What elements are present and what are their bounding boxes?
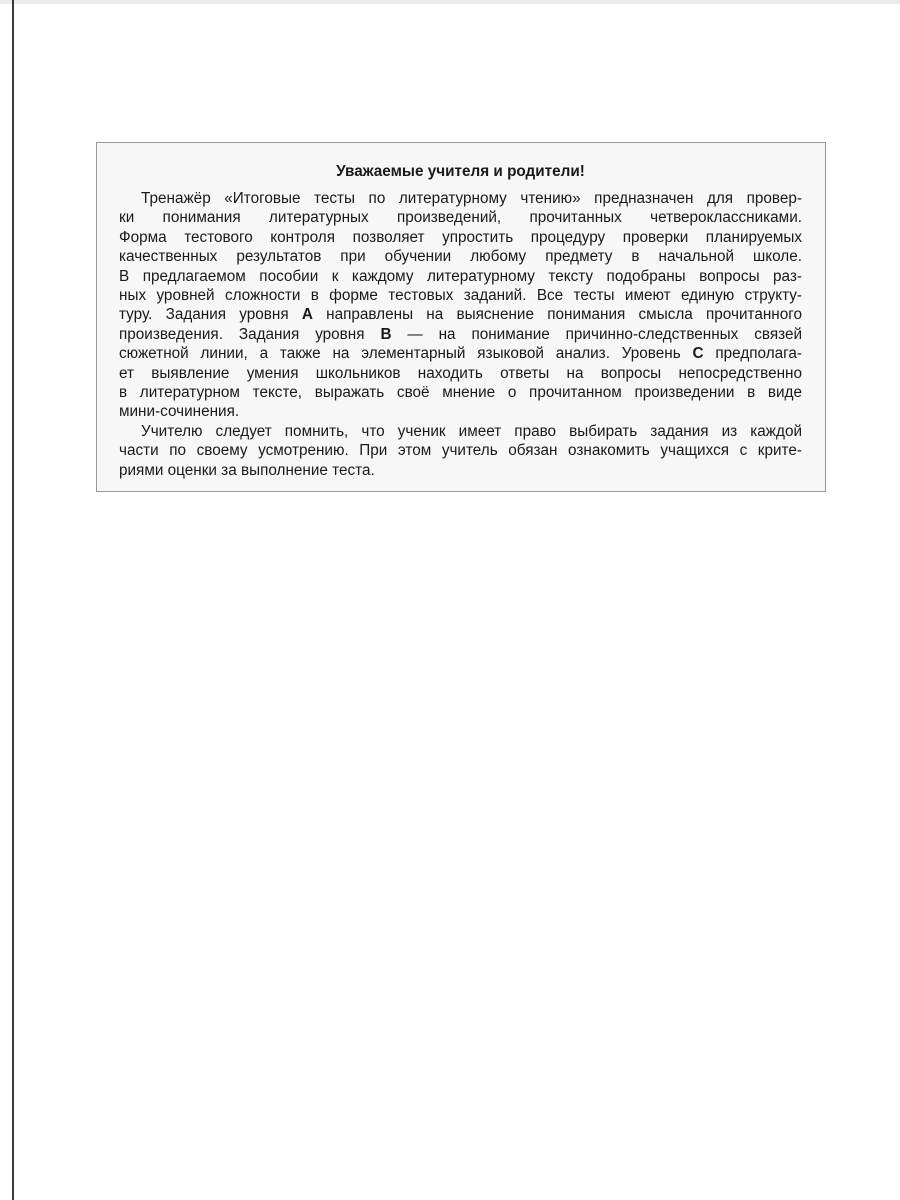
text-line: ки понимания литературных произведений, прочитанных четвероклассниками. <box>119 209 802 227</box>
level-b-label: B <box>380 325 392 343</box>
text-line: В предлагаемом пособии к каждому литературному тексту подобраны вопросы раз- <box>119 267 802 285</box>
top-strip <box>0 0 900 4</box>
text-line: мини-сочинения. <box>119 403 240 421</box>
text-line: ет выявление умения школьников находить ответы на вопросы непосредственно <box>119 364 802 382</box>
level-a-label: A <box>301 306 313 324</box>
text-line: Тренажёр «Итоговые тесты по литературному чтению» предназначен для провер- <box>141 190 802 207</box>
page-edge-line <box>12 0 14 1200</box>
text-line <box>119 305 802 324</box>
text-line: Учителю следует помнить, что ученик имеет право выбирать задания из каждой <box>141 422 802 440</box>
text-line: в литературном тексте, выражать своё мнение о прочитанном произведении в виде <box>119 384 802 402</box>
text-segment: туру. Задания уровня <box>119 306 302 324</box>
text-line <box>119 325 802 344</box>
notice-box <box>96 142 826 492</box>
text-segment: сюжетной линии, а также на элементарный языковой анализ. Уровень <box>119 345 693 363</box>
text-line <box>119 344 802 363</box>
text-segment: произведения. Задания уровня <box>119 325 381 343</box>
level-c-label: C <box>692 345 704 363</box>
text-line: ных уровней сложности в форме тестовых заданий. Все тесты имеют единую структу- <box>119 287 802 305</box>
paragraph-2 <box>119 422 802 480</box>
paragraph-1 <box>119 189 802 422</box>
text-line: качественных результатов при обучении любому предмету в начальной школе. <box>119 248 802 266</box>
text-segment: предполага- <box>703 345 802 363</box>
text-segment: — на понимание причинно-следственных связей <box>391 325 802 343</box>
text-line: части по своему усмотрению. При этом учитель обязан ознакомить учащихся с крите- <box>119 442 802 460</box>
text-segment: направлены на выяснение понимания смысла прочитанного <box>312 306 802 324</box>
notice-title: Уважаемые учителя и родители! <box>336 163 585 180</box>
text-line: Форма тестового контроля позволяет упростить процедуру проверки планируемых <box>119 228 802 246</box>
text-line: риями оценки за выполнение теста. <box>119 461 375 479</box>
